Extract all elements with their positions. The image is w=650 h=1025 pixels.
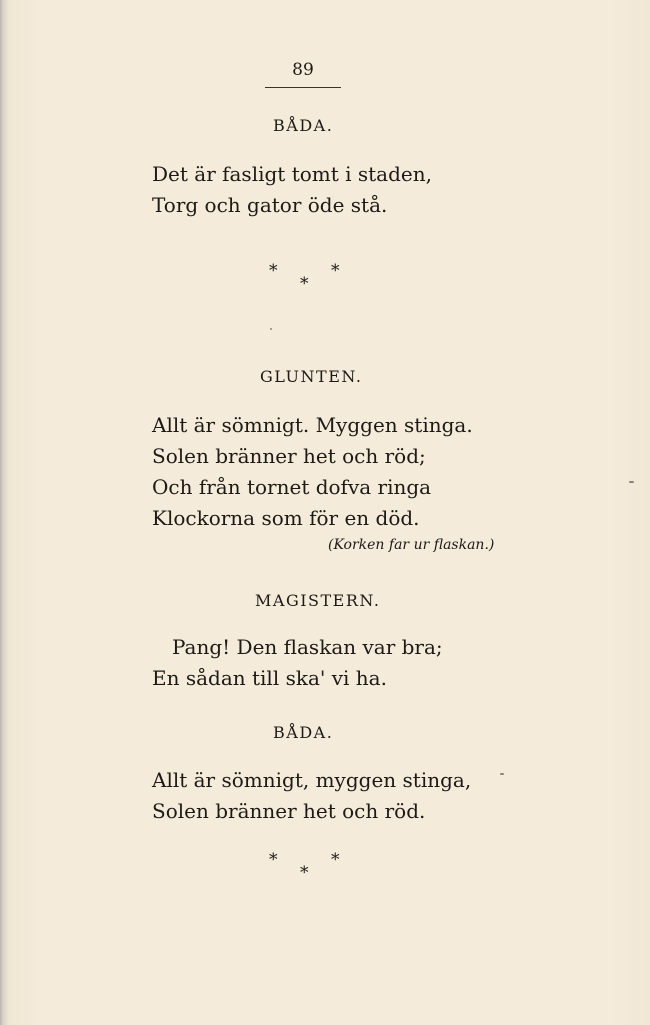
stage-direction: (Korken far ur flaskan.) — [328, 537, 495, 553]
asterisk: * — [269, 850, 278, 870]
verse-line: Klockorna som för en död. — [152, 506, 420, 530]
asterisk: * — [300, 863, 309, 883]
verse-line: Det är fasligt tomt i staden, — [152, 162, 432, 186]
verse-line: Torg och gator öde stå. — [152, 193, 388, 217]
paper-speck — [629, 481, 634, 483]
verse-line: Och från tornet dofva ringa — [152, 475, 432, 499]
verse-line: Allt är sömnigt, myggen stinga, — [152, 768, 472, 792]
page-number: 89 — [292, 60, 314, 80]
verse-line: Solen bränner het och röd. — [152, 799, 426, 823]
speaker-glunten: GLUNTEN. — [260, 367, 363, 386]
paper-speck — [270, 328, 272, 330]
asterisk: * — [300, 274, 309, 294]
verse-line: Solen bränner het och röd; — [152, 444, 426, 468]
verse-line: Allt är sömnigt. Myggen stinga. — [152, 413, 473, 437]
asterisk: * — [331, 261, 340, 281]
paper-speck — [500, 773, 504, 775]
verse-line: En sådan till ska' vi ha. — [152, 666, 387, 690]
speaker-bada-2: BÅDA. — [273, 723, 334, 742]
verse-line: Pang! Den flaskan var bra; — [172, 635, 443, 659]
asterisk: * — [331, 850, 340, 870]
speaker-bada-1: BÅDA. — [273, 116, 334, 135]
speaker-magistern: MAGISTERN. — [255, 591, 381, 610]
asterisk: * — [269, 261, 278, 281]
page-number-rule — [265, 87, 341, 88]
